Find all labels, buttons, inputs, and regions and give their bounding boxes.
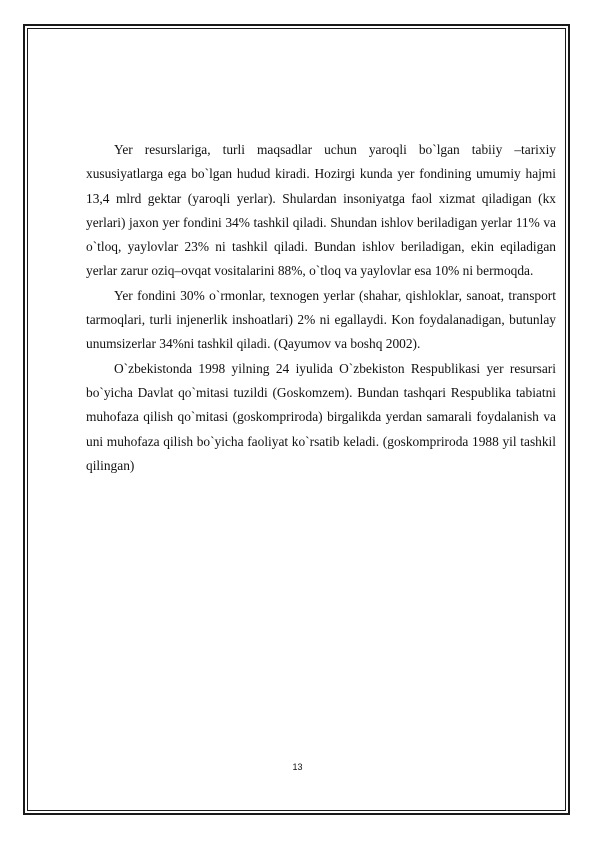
- page-number: 13: [292, 762, 303, 772]
- paragraph-uzbekistan-committee: O`zbekistonda 1998 yilning 24 iyulida O`zbekiston Respublikasi yer resursari bo`yicha Davlat qo`mitasi tuzildi (Goskomzem). Bundan tashqari Respublika tabiatni muhofaza qilish qo`mitasi (goskompriroda) birgalikda yerdan samarali foydalanish va uni muhofaza qilish bo`yicha faoliyat ko`rsatib keladi. (goskompriroda 1988 yil tashkil qilingan): [86, 360, 556, 473]
- paragraph-land-fund: Yer fondini 30% o`rmonlar, texnogen yerlar (shahar, qishloklar, sanoat, transport tarmoqlari, turli injenerlik inshoatlari) 2% ni egallaydi. Kon foydalanadigan, butunlay unumsizerlar 34%ni tashkil qiladi. (Qayumov va boshq 2002).: [86, 287, 556, 352]
- paragraph-land-resources: Yer resurslariga, turli maqsadlar uchun yaroqli bo`lgan tabiiy –tarixiy xususiyatlarga ega bo`lgan hudud kiradi. Hozirgi kunda yer fondining umumiy hajmi 13,4 mlrd gektar (yaroqli yerlar). Shulardan insoniyatga faol xizmat qiladigan (kx yerlari) jaxon yer fondini 34% tashkil qiladi. Shundan ishlov beriladigan yerlar 11% va o`tloq, yaylovlar 23% ni tashkil qiladi. Bundan ishlov beriladigan, ekin eqiladigan yerlar zarur oziq–ovqat vositalarini 88%, o`tloq va yaylovlar esa 10% ni bermoqda.: [86, 142, 556, 279]
- document-body: [86, 138, 556, 478]
